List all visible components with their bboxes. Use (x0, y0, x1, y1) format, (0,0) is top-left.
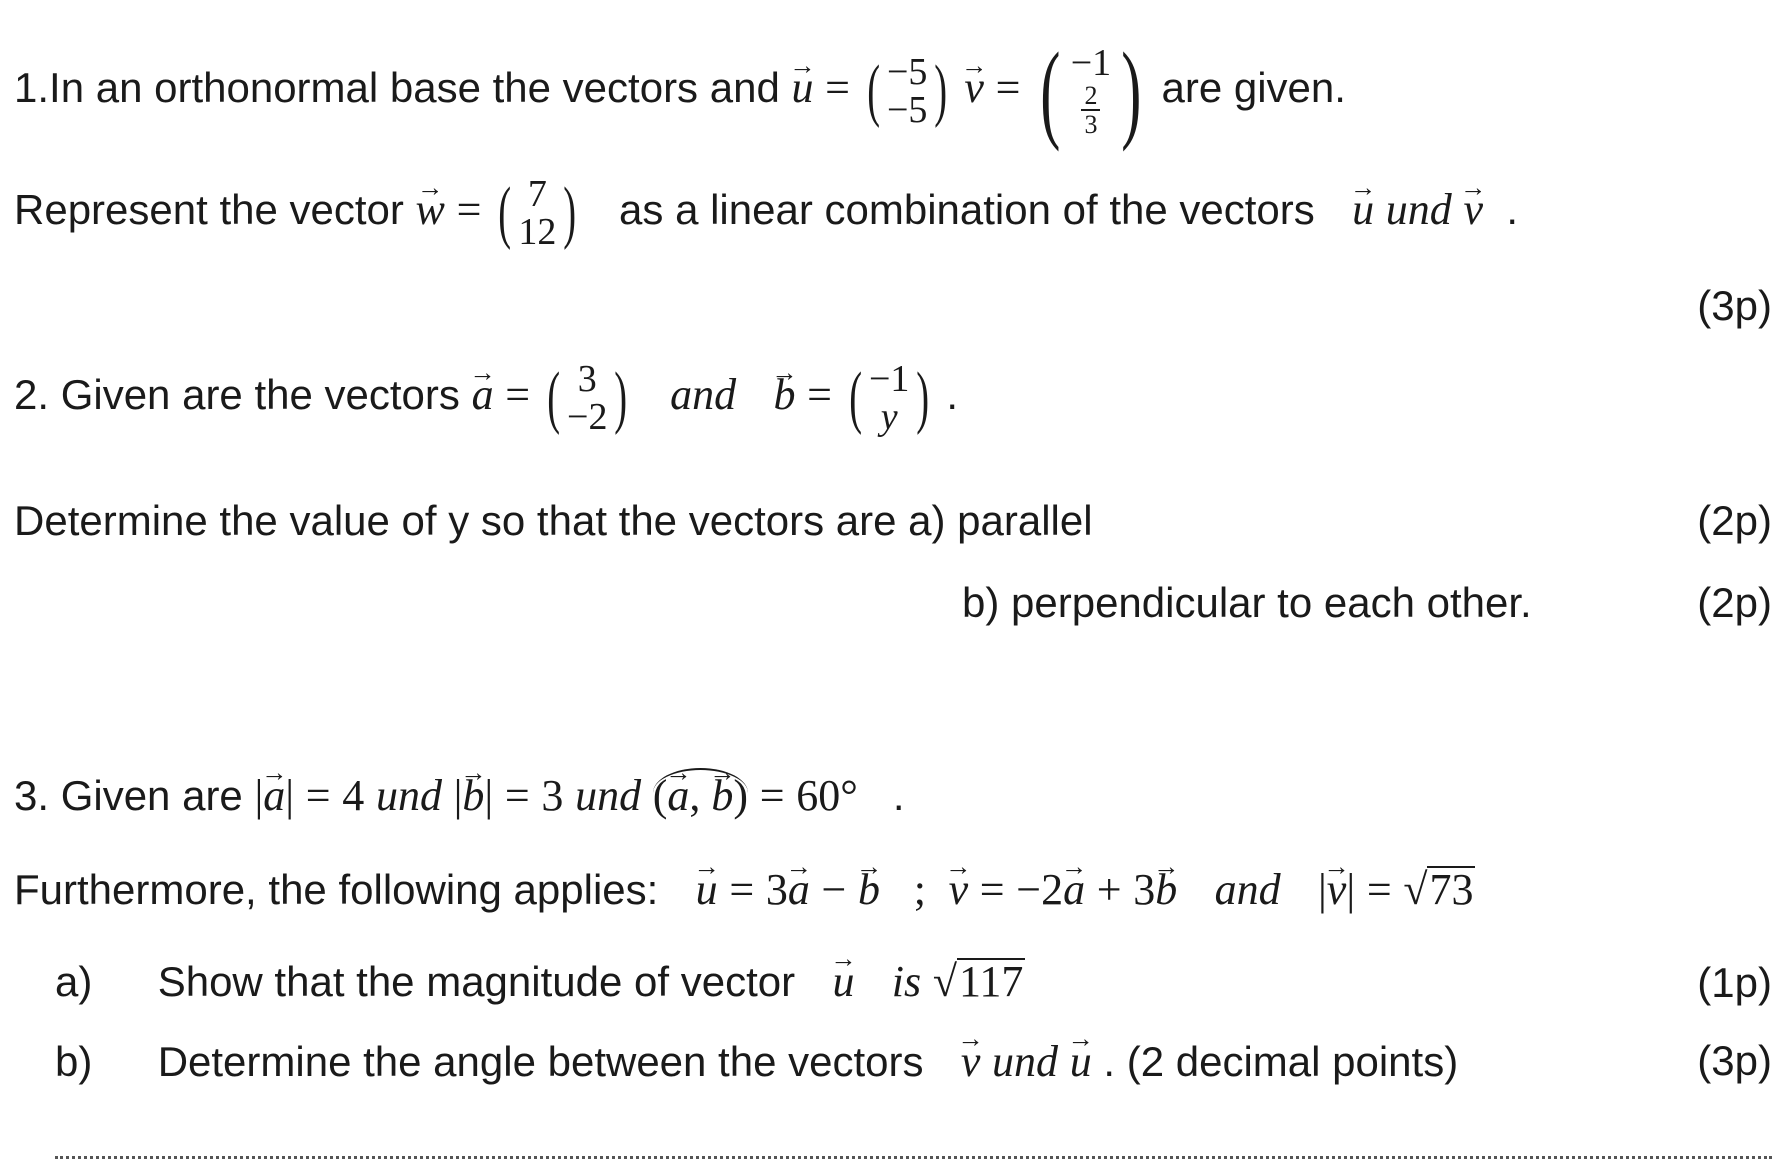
v-component-1: −1 (1070, 41, 1112, 84)
v-components: ( −1 $\frac{2}{3}$ ) (1040, 30, 1142, 152)
task3-line2: Furthermore, the following applies: u → = 3a → − b → ; v → = −2a → + 3b → and |v →| = √ 73 (14, 866, 1475, 912)
task3-line1: 3. Given are |a →| = 4 und |b →| = 3 und (a →, b →) = 60° . (14, 768, 905, 818)
fraction-denominator: 3 (1084, 110, 1098, 139)
u-vector-symbol: u → (1070, 1040, 1092, 1084)
task1-suffix-text: are given. (1161, 64, 1346, 112)
w-vector-symbol: w → (416, 188, 445, 232)
b-vector-symbol: b → (773, 373, 795, 417)
a-components: ( 3 −2 ) (546, 358, 628, 438)
task3-intro-text: 3. Given are (14, 772, 243, 819)
task2-line2: Determine the value of y so that the vectors are a) parallel (14, 497, 1093, 544)
u-component-2: −5 (886, 89, 928, 131)
task3-furthermore-text: Furthermore, the following applies: (14, 866, 659, 913)
a-vector-symbol: a → (472, 373, 494, 417)
task1-linear-combination-text: as a linear combination of the vectors (619, 186, 1315, 234)
and-word: and (670, 370, 737, 420)
v-vector-symbol: v → (964, 66, 984, 110)
abs-b-value: 3 (541, 771, 564, 820)
a-vector-symbol: a → (263, 774, 285, 818)
angle-value: 60° (796, 771, 858, 820)
v-vector-symbol: v → (961, 1040, 981, 1084)
task2-points-b: (2p) (1697, 579, 1772, 626)
und-word: und (375, 771, 442, 820)
task2-line3: b) perpendicular to each other. (962, 579, 1532, 626)
item-b-label: b) (55, 1038, 93, 1085)
task3-item-a (55, 958, 1025, 1004)
item-a-text: Show that the magnitude of vector (157, 958, 796, 1005)
task2-points-a: (2p) (1697, 497, 1772, 544)
sqrt-73-radicand: 73 (1429, 865, 1474, 914)
v-vector-symbol: v → (1463, 188, 1483, 232)
v-expr-coefficient-a: −2 (1016, 865, 1064, 914)
b-vector-symbol: b → (462, 774, 484, 818)
v-vector-symbol: v → (949, 868, 969, 912)
task2-line1: 2. Given are the vectors a → = ( 3 −2 ) and b → = ( −1 y ) . (14, 360, 958, 436)
task1-line2: Represent the vector w → = ( 7 12 ) as a linear combination of the vectors u → und v → . (14, 175, 1518, 251)
task3-points-b: (3p) (1697, 1037, 1772, 1084)
a-component-2: −2 (567, 396, 608, 438)
a-component-1: 3 (577, 358, 597, 400)
u-vector-symbol: u → (791, 66, 813, 110)
und-word: und (1385, 185, 1452, 235)
u-components: ( −5 −5 ) (866, 51, 948, 131)
sqrt-117: √ 117 (932, 957, 1024, 1006)
dotted-separator (55, 1156, 1772, 1159)
sqrt-73: √ 73 (1403, 865, 1474, 914)
u-vector-symbol: u → (1352, 188, 1374, 232)
item-b-text: Determine the angle between the vectors (157, 1038, 924, 1085)
u-component-1: −5 (886, 51, 928, 93)
item-a-label: a) (55, 958, 93, 1005)
und-word: und (992, 1037, 1059, 1086)
task1-instruction-text: Represent the vector (14, 186, 404, 234)
angle-notation: (a →, b →) (653, 768, 748, 818)
item-b-suffix: . (2 decimal points) (1103, 1038, 1459, 1085)
b-components: ( −1 y ) (848, 358, 930, 438)
and-word: and (1214, 865, 1281, 914)
u-vector-symbol: u → (832, 960, 854, 1004)
b-component-2: y (880, 396, 898, 438)
w-component-1: 7 (527, 173, 547, 215)
task1-points: (3p) (1697, 282, 1772, 329)
w-components: ( 7 12 ) (498, 173, 577, 253)
task1-line1: 1.In an orthonormal base the vectors and u → = ( −5 −5 ) v → = ( −1 $\frac{2}{3}$ ) are given. (14, 36, 1346, 146)
w-component-2: 12 (518, 211, 557, 253)
b-component-1: −1 (868, 358, 910, 400)
und-word: und (575, 771, 642, 820)
sqrt-117-radicand: 117 (958, 957, 1024, 1006)
task3-item-b (55, 1037, 1459, 1086)
fraction-numerator: 2 (1081, 82, 1100, 111)
v-component-2-fraction (1081, 82, 1100, 139)
task2-intro-text: 2. Given are the vectors (14, 371, 460, 419)
is-word: is (891, 957, 922, 1006)
v-expr-coefficient-b: 3 (1133, 865, 1156, 914)
task3-points-a: (1p) (1697, 959, 1772, 1006)
u-expr-coefficient: 3 (765, 865, 788, 914)
task1-intro-text: 1.In an orthonormal base the vectors and (14, 64, 780, 112)
u-vector-symbol: u → (696, 868, 718, 912)
abs-a-value: 4 (342, 771, 365, 820)
